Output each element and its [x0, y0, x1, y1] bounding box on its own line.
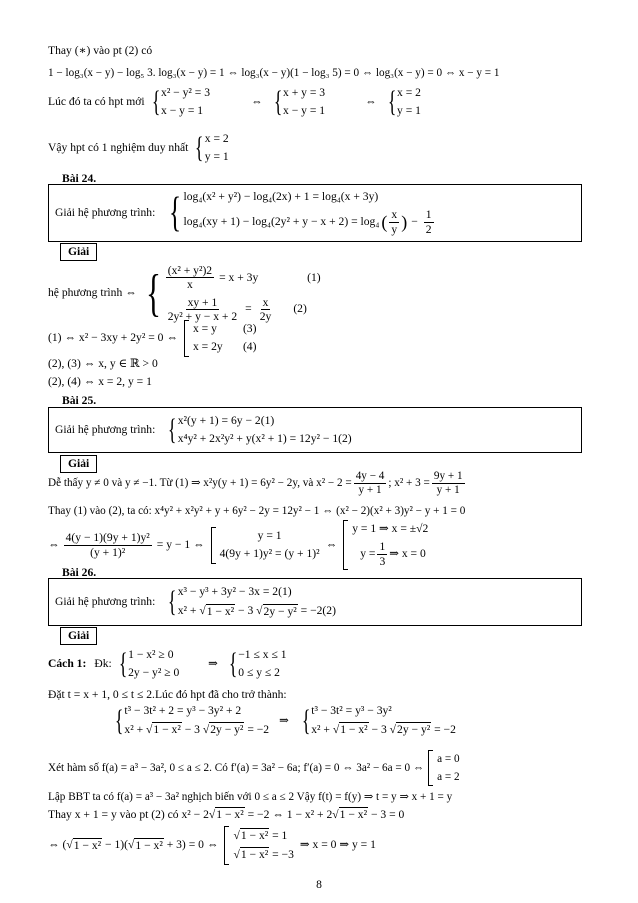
bai24-eq-b-half: $\frac{1}{2}$ — [425, 208, 432, 236]
bai26-dk-label: Đk: — [94, 657, 112, 671]
bai25-d3-pre: ⇔ — [48, 537, 60, 551]
new-system-row — [48, 84, 421, 121]
bai24-r1-tag: (1) — [307, 270, 321, 284]
bai25-d1-mid: ; x² + 3 = — [388, 477, 430, 490]
brace-icon: { — [301, 703, 311, 737]
bai24-line-3: (2), (4) ⇔ x = 2, y = 1 — [48, 375, 152, 388]
bai25-d1-text: Dễ thấy y ≠ 0 và y ≠ −1. Từ (1) ⇒ x²y(y + 1) = 6y² − 2y, và x² − 2 = — [48, 477, 352, 490]
bai25-title: Bài 25. — [62, 394, 97, 407]
page-number: 8 — [316, 878, 322, 891]
equiv-arrow: ⇔ — [365, 95, 377, 109]
system-2-line-1: x + y = 3 — [283, 86, 326, 99]
bai24-eq-a: log₄(x² + y²) − log₄(2x) + 1 = log₄(x + 3y) — [183, 189, 379, 203]
bai26-lap-line: Lập BBT ta có f(a) = a³ − 3a² nghịch biến với 0 ≤ a ≤ 2 Vậy f(t) = f(y) ⇒ t = y ⇒ x + 1 = y — [48, 791, 453, 803]
bracket-icon — [184, 320, 189, 357]
bai26-dk-result: { −1 ≤ x ≤ 1 0 ≤ y ≤ 2 — [226, 646, 287, 683]
brace-icon: { — [273, 85, 283, 119]
system-1-line-2: x − y = 1 — [161, 104, 204, 118]
bai25-eq-a: x²(y + 1) = 6y − 2(1) — [177, 413, 275, 427]
bai26-problem-box — [48, 578, 582, 626]
bai25-line-1 — [48, 470, 467, 497]
bai24-eq-b-frac: $\frac{x}{y}$ — [391, 208, 398, 236]
system-3-line-2: y = 1 — [397, 104, 421, 118]
bai24-l1-cases: x = y (3) x = 2y (4) — [184, 320, 257, 357]
bai26-eq-b: x² + √ 1 − x² − 3 √ 2y − y² = −2(2) — [177, 604, 336, 618]
bai25-line-3: ⇔ $\frac{\text{4(y − 1)(9y + 1)y²}}{\text{(y + 1)²}}$ = y − 1 ⇔ y = 1 4(9y + 1)y² = (y + 1)² ⇔ y = 1 ⇒ x = ±√2 y = $\frac{1}{3}$ ⇒ x = 0 — [48, 520, 428, 570]
vay-text: Vậy hpt có 1 nghiệm duy nhất — [48, 141, 189, 155]
bai25-system — [165, 412, 351, 449]
bai26-transform-row: { t³ − 3t² + 2 = y³ − 3y² + 2 x² + √ 1 − x² − 3 √ 2y − y² = −2 ⇒ { t³ − 3t² = y³ − 3y² x² + √ 1 − x² − 3 √ 2y − y² = −2 — [112, 702, 456, 740]
bai26-prompt: Giải hệ phương trình: — [55, 594, 156, 608]
bai24-r2-tag: (2) — [293, 302, 307, 316]
bai26-cach-label: Cách 1: — [48, 657, 87, 671]
system-2 — [271, 84, 357, 121]
log-equation: 1 − log₃(x − y) − log₅ 3. log₃(x − y) = 1 ⇔ log₃(x − y)(1 − log₃ 5) = 0 ⇔ log₃(x − y) = 0 ⇔ x − y = 1 — [48, 67, 500, 79]
bai24-line-1 — [48, 320, 256, 357]
equiv-arrow: ⇔ — [251, 95, 263, 109]
bracket-icon — [224, 826, 229, 865]
brace-icon: { — [168, 413, 177, 446]
bai24-hpt-label: hệ phương trình ⇔ — [48, 286, 137, 300]
bracket-icon — [343, 520, 348, 570]
bai25-line-2: Thay (1) vào (2), ta có: x⁴y² + x²y² + y + 6y² − 2y = 12y² − 1 ⇔ (x² − 2)(x² + 3)y² − y + 1 = 0 — [48, 505, 466, 517]
bai26-final-row: ⇔ ( √ 1 − x² − 1)( √ 1 − x² + 3) = 0 ⇔ √ 1 − x² = 1 √ 1 − x² = −3 ⇒ x = 0 ⇒ y = 1 — [48, 826, 376, 865]
bai24-system: { log₄(x² + y²) − log₄(2x) + 1 = log₄(x + 3y) log₄(xy + 1) − log₄(2y² + y − x + 2) = log₄ ( $\frac{x}{y}$ ) − $\frac{1}{2}$ — [165, 188, 435, 238]
unique-solution-row — [48, 130, 229, 167]
bai26-eq-a: x³ − y³ + 3y² − 3x = 2(1) — [177, 585, 292, 599]
bai26-xet-text: Xét hàm số f(a) = a³ − 3a², 0 ≤ a ≤ 2. Có f′(a) = 3a² − 6a; f′(a) = 0 ⇔ 3a² − 6a = 0 ⇔ — [48, 762, 425, 774]
bai24-title: Bài 24. — [62, 172, 97, 185]
system-2-line-2: x − y = 1 — [283, 104, 326, 118]
brace-icon: { — [195, 131, 204, 165]
bai24-l1-text: (1) ⇔ x² − 3xy + 2y² = 0 ⇔ — [48, 331, 178, 345]
bai25-d3-cases: y = 1 4(9y + 1)y² = (y + 1)² — [211, 527, 320, 564]
system-4-line-1: x = 2 — [204, 132, 229, 145]
bai26-xet-cases: a = 0 a = 2 — [428, 750, 459, 786]
bai26-dat-line: Đặt t = x + 1, 0 ≤ t ≤ 2.Lúc đó hpt đã cho trở thành: — [48, 688, 287, 701]
bai24-eq-b-left: log₄(xy + 1) − log₄(2y² + y − x + 2) = log₄ — [183, 214, 380, 228]
system-1-line-1: x² − y² = 3 — [161, 86, 211, 99]
bracket-icon — [428, 750, 433, 786]
bai26-cach1-row: Cách 1: Đk: { 1 − x² ≥ 0 2y − y² ≥ 0 ⇒ { −1 ≤ x ≤ 1 0 ≤ y ≤ 2 — [48, 646, 287, 683]
bai25-giai-label: Giải — [60, 455, 97, 473]
bracket-icon — [211, 527, 216, 564]
bai24-rewritten-system: { $\frac{\text{(x² + y²)2}}{x}$ = x + 3y (1) $\frac{xy + 1}{\text{2y² + y − x + 2}}$ = $\frac{x}{2y}$ (2) — [141, 262, 321, 325]
bai24-prompt: Giải hệ phương trình: — [55, 205, 156, 219]
bai25-d1-frac-1: $\frac{4y - 4}{y + 1}$ — [355, 470, 385, 496]
bai24-r1-rhs: = x + 3y — [219, 270, 259, 284]
bai24-problem-box — [48, 184, 582, 242]
brace-icon: { — [228, 647, 238, 681]
brace-icon: { — [118, 647, 128, 681]
thay-line: Thay (∗) vào pt (2) có — [48, 44, 153, 57]
brace-icon: { — [145, 264, 161, 322]
system-1 — [149, 84, 243, 121]
bai25-d1-frac-2: $\frac{9y + 1}{y + 1}$ — [433, 470, 463, 496]
bai24-r1-frac: $\frac{\text{(x² + y²)2}}{x}$ — [167, 264, 213, 292]
bai26-final-cases: √ 1 − x² = 1 √ 1 − x² = −3 — [224, 826, 293, 865]
brace-icon: { — [168, 585, 177, 618]
bai24-hpt-row — [48, 262, 321, 325]
luc-do-text: Lúc đó ta có hpt mới — [48, 95, 145, 109]
system-4-line-2: y = 1 — [204, 150, 229, 164]
bai24-line-2: (2), (3) ⇔ x, y ∈ ℝ > 0 — [48, 357, 158, 370]
bai26-thay-line: Thay x + 1 = y vào pt (2) có x² − 2 √ 1 − x² = −2 ⇔ 1 − x² + 2 √ 1 − x² − 3 = 0 — [48, 807, 405, 821]
brace-icon: { — [387, 85, 397, 119]
bai26-system-t: { t³ − 3t² + 2 = y³ − 3y² + 2 x² + √ 1 − x² − 3 √ 2y − y² = −2 — [112, 702, 269, 740]
brace-icon: { — [151, 85, 161, 119]
bai26-system-t2: { t³ − 3t² = y³ − 3y² x² + √ 1 − x² − 3 √ 2y − y² = −2 — [299, 702, 456, 740]
system-3-line-1: x = 2 — [397, 86, 421, 99]
bai24-r2-frac: $\frac{xy + 1}{\text{2y² + y − x + 2}}$ — [167, 295, 238, 323]
bai24-r2-rhs-frac: $\frac{x}{2y}$ — [259, 295, 272, 323]
brace-icon: { — [114, 703, 124, 737]
bai25-d3-mid: = y − 1 ⇔ — [156, 537, 205, 551]
bai25-d3-results: y = 1 ⇒ x = ±√2 y = $\frac{1}{3}$ ⇒ x = 0 — [343, 520, 428, 570]
bai26-system — [165, 583, 336, 621]
bai25-prompt: Giải hệ phương trình: — [55, 422, 156, 436]
bai26-giai-label: Giải — [60, 627, 97, 645]
bai24-giai-label: Giải — [60, 243, 97, 261]
system-3 — [385, 84, 421, 121]
system-4 — [192, 130, 228, 167]
bai25-eq-b: x⁴y² + 2x²y² + y(x² + 1) = 12y² − 1(2) — [177, 432, 352, 445]
bai26-title: Bài 26. — [62, 566, 97, 579]
bai25-problem-box — [48, 407, 582, 453]
bai26-xet-row — [48, 750, 460, 786]
bai26-dk-system: { 1 − x² ≥ 0 2y − y² ≥ 0 — [116, 646, 200, 683]
bai25-d3-frac: $\frac{\text{4(y − 1)(9y + 1)y²}}{\text{(y + 1)²}}$ — [65, 531, 150, 559]
brace-icon: { — [169, 189, 182, 236]
